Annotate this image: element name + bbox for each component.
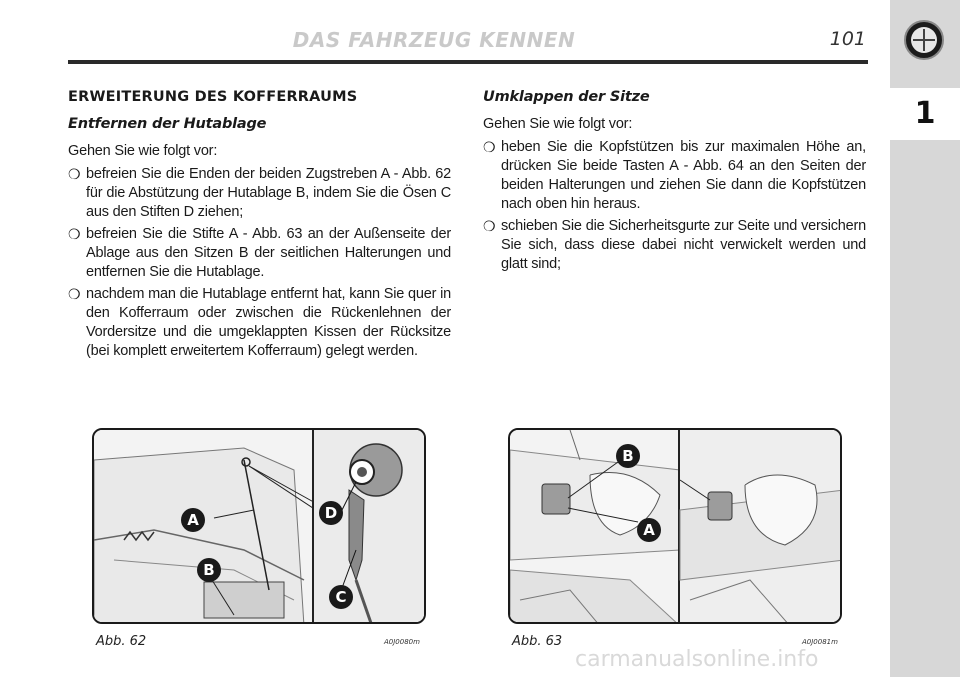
trunk-parcel-shelf-drawing [94, 430, 426, 624]
figure-62-illustration [92, 428, 426, 624]
subsection-heading: Entfernen der Hutablage [68, 116, 267, 132]
label-b-marker: B [197, 558, 221, 582]
alfa-romeo-badge-icon [904, 20, 944, 60]
section-heading: Umklappen der Sitze [483, 89, 650, 105]
list-item-text: befreien Sie die Enden der beiden Zugstreben A - Abb. 62 für die Abstützung der Hutablage B, indem Sie die Ösen C aus den Stiften D ziehen; [86, 166, 451, 220]
chapter-number-tab[interactable]: 1 [890, 88, 960, 140]
page-header-title: DAS FAHRZEUG KENNEN [292, 28, 576, 52]
header-rule [68, 60, 868, 64]
instruction-list [68, 165, 451, 361]
instruction-list [483, 138, 866, 274]
label-b-marker: B [616, 444, 640, 468]
list-item-text: nachdem man die Hutablage entfernt hat, kann Sie quer in den Kofferraum oder zwischen die Rückenlehnen der Vordersitze und die umgeklappten Kissen der Rücksitze (bei komplett erweitertem Kofferraum) gelegt werden. [86, 286, 451, 359]
watermark-text: carmanualsonline.info [575, 647, 819, 672]
figure-62-code: A0J0080m [384, 638, 420, 646]
page-number: 101 [829, 28, 866, 50]
left-column [68, 88, 451, 364]
label-c-marker: C [329, 585, 353, 609]
figure-63-code: A0J0081m [802, 638, 838, 646]
section-heading: ERWEITERUNG DES KOFFERRAUMS [68, 89, 358, 105]
bullet-icon: ❍ [68, 226, 81, 242]
figure-63-illustration [508, 428, 842, 624]
list-item-text: heben Sie die Kopfstützen bis zur maximalen Höhe an, drücken Sie beide Tasten A - Abb. 64 an den Seiten der beiden Halterungen und ziehen Sie dann die Kopfstützen nach oben hin heraus. [501, 139, 866, 212]
list-item [68, 285, 451, 361]
bullet-icon: ❍ [483, 218, 496, 234]
list-item [68, 225, 451, 282]
bullet-icon: ❍ [483, 139, 496, 155]
figure-63-caption: Abb. 63 [512, 634, 563, 649]
bullet-icon: ❍ [68, 286, 81, 302]
label-a-marker: A [181, 508, 205, 532]
figure-62-caption: Abb. 62 [96, 634, 147, 649]
right-column [483, 88, 866, 277]
intro-text: Gehen Sie wie folgt vor: [483, 116, 633, 132]
shelf-pin-mount-drawing [510, 430, 842, 624]
list-item [68, 165, 451, 222]
bullet-icon: ❍ [68, 166, 81, 182]
intro-text: Gehen Sie wie folgt vor: [68, 143, 218, 159]
label-a-marker: A [637, 518, 661, 542]
list-item-text: schieben Sie die Sicherheitsgurte zur Seite und versichern Sie sich, dass diese dabei nicht verwickelt werden und glatt sind; [501, 218, 866, 272]
label-d-marker: D [319, 501, 343, 525]
list-item-text: befreien Sie die Stifte A - Abb. 63 an der Außenseite der Ablage aus den Sitzen B der seitlichen Halterungen und entfernen Sie die Hutablage. [86, 226, 451, 280]
list-item [483, 138, 866, 214]
list-item [483, 217, 866, 274]
